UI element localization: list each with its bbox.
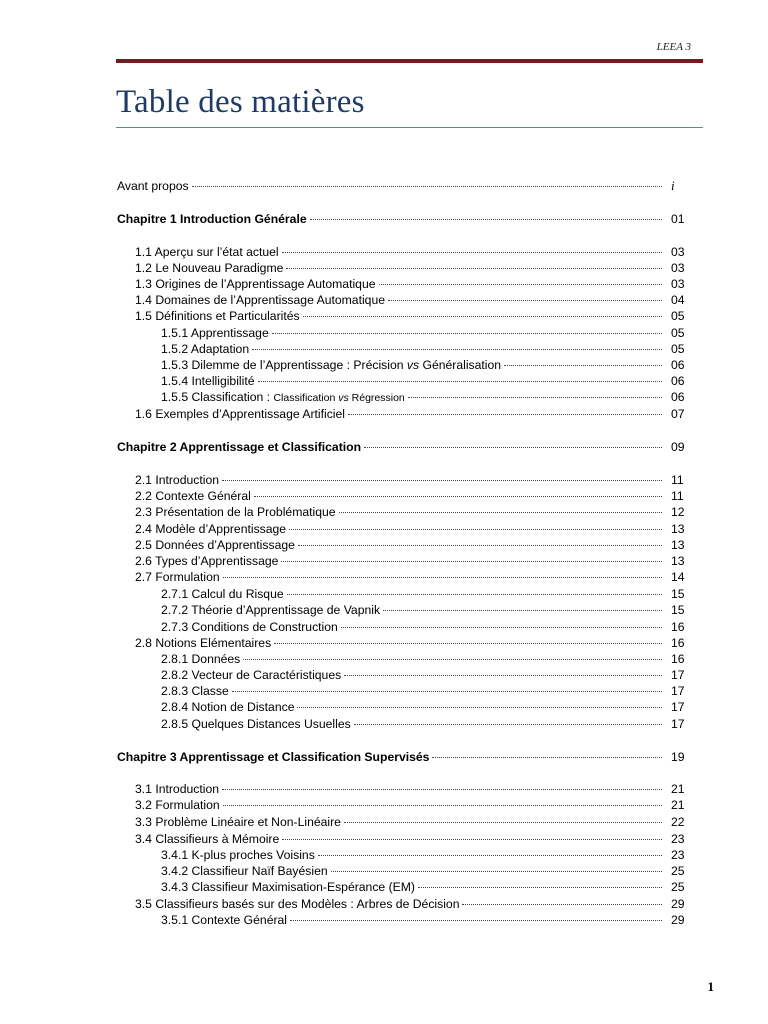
- toc-label: 2.5 Données d’Apprentissage: [135, 538, 295, 552]
- toc-label: 1.4 Domaines de l’Apprentissage Automatique: [135, 293, 385, 307]
- toc-page: 05: [671, 342, 685, 356]
- toc-label: 2.1 Introduction: [135, 473, 220, 487]
- toc-label: Chapitre 3 Apprentissage et Classification Supervisés: [117, 750, 430, 764]
- toc-page: 06: [671, 374, 685, 388]
- toc-label: 2.3 Présentation de la Problématique: [135, 505, 336, 519]
- toc-page: 13: [671, 554, 685, 568]
- toc-entry[interactable]: [0, 716, 768, 732]
- toc-page: 11: [671, 489, 684, 503]
- toc-page: 03: [671, 245, 685, 259]
- page-number: 1: [707, 979, 714, 994]
- toc-page: 25: [671, 880, 685, 894]
- toc-page: 17: [671, 668, 685, 682]
- toc-chapter-1[interactable]: [0, 211, 768, 227]
- running-header: LEEA 3: [656, 41, 691, 53]
- toc-label: 2.8.5 Quelques Distances Usuelles: [161, 717, 351, 731]
- toc-page: 03: [671, 277, 685, 291]
- toc-page: 25: [671, 864, 685, 878]
- header-rule: [116, 59, 703, 63]
- toc-label: 2.8.2 Vecteur de Caractéristiques: [161, 668, 342, 682]
- toc-page: 17: [671, 717, 685, 731]
- toc-page: 04: [671, 293, 685, 307]
- toc-label: 3.3 Problème Linéaire et Non-Linéaire: [135, 815, 341, 829]
- toc-label: 3.5.1 Contexte Général: [161, 913, 288, 927]
- toc-label: 3.1 Introduction: [135, 782, 220, 796]
- toc-page: 13: [671, 522, 685, 536]
- toc-label: 1.6 Exemples d’Apprentissage Artificiel: [135, 407, 346, 421]
- toc-entry[interactable]: [0, 389, 768, 405]
- toc-label: 1.2 Le Nouveau Paradigme: [135, 261, 284, 275]
- toc-page: 14: [671, 570, 685, 584]
- toc-chapter-3[interactable]: [0, 749, 768, 765]
- toc-entry[interactable]: [0, 602, 768, 618]
- toc-entry[interactable]: [0, 569, 768, 585]
- toc-entry-avant-propos[interactable]: [0, 178, 768, 194]
- toc-entry[interactable]: [0, 879, 768, 895]
- toc-page: 07: [671, 407, 685, 421]
- toc-page: 05: [671, 326, 685, 340]
- toc-page: i: [671, 178, 675, 193]
- toc-label: 2.8.4 Notion de Distance: [161, 700, 295, 714]
- toc-page: 06: [671, 358, 685, 372]
- toc-page: 21: [671, 798, 685, 812]
- toc-page: 12: [671, 505, 685, 519]
- toc-page: 05: [671, 309, 685, 323]
- toc-entry[interactable]: [0, 814, 768, 830]
- title-rule: [116, 127, 703, 128]
- toc-page: 15: [671, 587, 685, 601]
- toc-label: 1.5.4 Intelligibilité: [161, 374, 255, 388]
- toc-page: 11: [671, 473, 684, 487]
- toc-page: 21: [671, 782, 685, 796]
- toc-label: 1.5.2 Adaptation: [161, 342, 250, 356]
- toc-page: 16: [671, 652, 685, 666]
- toc-label: Avant propos: [117, 179, 189, 193]
- toc-label: 2.7.3 Conditions de Construction: [161, 620, 338, 634]
- toc-page: 16: [671, 636, 685, 650]
- toc-label: 3.4.1 K-plus proches Voisins: [161, 848, 315, 862]
- toc-label: Chapitre 1 Introduction Générale: [117, 212, 307, 226]
- page-title: Table des matières: [116, 84, 365, 120]
- toc-label: 1.5 Définitions et Particularités: [135, 309, 300, 323]
- toc-label: 2.8.1 Données: [161, 652, 241, 666]
- toc-label: 2.4 Modèle d’Apprentissage: [135, 522, 287, 536]
- toc-page: 19: [671, 750, 685, 764]
- toc-label: 3.4 Classifieurs à Mémoire: [135, 832, 280, 846]
- toc-page: 15: [671, 603, 685, 617]
- toc-label: 1.1 Aperçu sur l’état actuel: [135, 245, 279, 259]
- toc-label: 1.3 Origines de l’Apprentissage Automatique: [135, 277, 376, 291]
- toc-label: 3.2 Formulation: [135, 798, 220, 812]
- toc-entry[interactable]: [0, 504, 768, 520]
- toc-label: 3.4.3 Classifieur Maximisation-Espérance (EM): [161, 880, 415, 894]
- toc-page: 09: [671, 440, 685, 454]
- toc-page: 23: [671, 832, 685, 846]
- toc-page: 22: [671, 815, 685, 829]
- toc-chapter-2[interactable]: [0, 439, 768, 455]
- toc-label: 1.5.3 Dilemme de l’Apprentissage : Précision vs Généralisation: [161, 358, 502, 372]
- toc-entry[interactable]: [0, 406, 768, 422]
- toc-entry[interactable]: [0, 912, 768, 928]
- toc-label: 2.7.2 Théorie d’Apprentissage de Vapnik: [161, 603, 381, 617]
- toc-page: 03: [671, 261, 685, 275]
- toc-page: 29: [671, 897, 685, 911]
- toc-entry[interactable]: [0, 699, 768, 715]
- toc-entry[interactable]: [0, 308, 768, 324]
- toc-page: 06: [671, 390, 685, 404]
- toc-label: 2.7 Formulation: [135, 570, 220, 584]
- toc-label: Chapitre 2 Apprentissage et Classification: [117, 440, 362, 454]
- toc-label: 2.8 Notions Elémentaires: [135, 636, 272, 650]
- toc-page: 29: [671, 913, 685, 927]
- toc-label: 2.6 Types d’Apprentissage: [135, 554, 279, 568]
- toc-label: 2.2 Contexte Général: [135, 489, 251, 503]
- toc-page: 01: [671, 212, 685, 226]
- toc-label: 3.4.2 Classifieur Naïf Bayésien: [161, 864, 328, 878]
- toc-label: 1.5.1 Apprentissage: [161, 326, 269, 340]
- toc-page: 13: [671, 538, 685, 552]
- toc-page: 23: [671, 848, 685, 862]
- toc-label: 3.5 Classifieurs basés sur des Modèles : Arbres de Décision: [135, 897, 460, 911]
- toc-label: 2.8.3 Classe: [161, 684, 229, 698]
- toc-page: 17: [671, 684, 685, 698]
- toc-entry[interactable]: [0, 797, 768, 813]
- toc-label: 1.5.5 Classification : Classification vs Régression: [161, 390, 405, 404]
- toc-page: 16: [671, 620, 685, 634]
- toc-label: 2.7.1 Calcul du Risque: [161, 587, 284, 601]
- toc-page: 17: [671, 700, 685, 714]
